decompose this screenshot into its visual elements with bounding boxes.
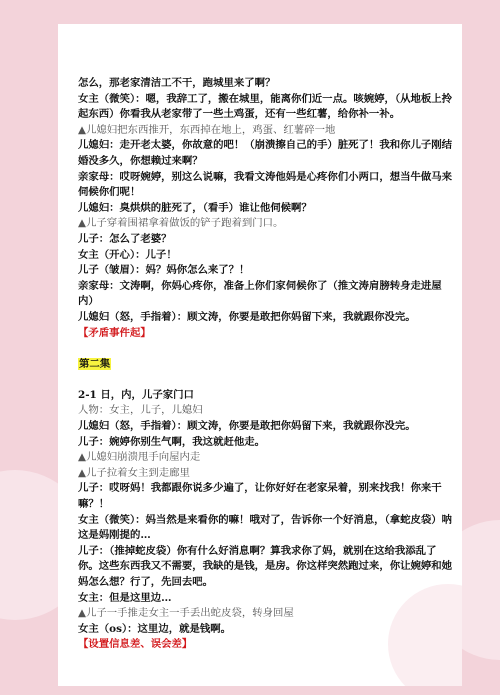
stage-direction: ▲儿子穿着围裙拿着做饭的铲子跑着到门口。 — [78, 217, 284, 230]
episode-heading — [78, 357, 454, 373]
stage-direction: ▲儿子一手推走女主一手丢出蛇皮袋，转身回屋 — [78, 607, 294, 620]
dialogue-line: 儿媳妇（怒，手指着）：顾文涛，你要是敢把你妈留下来，我就跟你没完。 — [78, 310, 416, 323]
document-page — [58, 24, 462, 686]
dialogue-line: 儿子：怎么了老婆？ — [78, 232, 172, 245]
dialogue-line: 女主（微笑）：妈当然是来看你的嘛！哦对了，告诉你一个好消息，（拿蛇皮袋）呐这是妈刚提的… — [78, 513, 453, 542]
plot-note: 【矛盾事件起】 — [78, 326, 151, 339]
dialogue-line: 女主（微笑）：嗯，我辞工了，搬在城里，能离你们近一点。咳婉婷，（从地板上拎起东西）你看我从老家带了一些土鸡蛋，还有一些红薯，给你补一补。 — [78, 92, 453, 121]
dialogue-line: 怎么，那老家清洁工不干，跑城里来了啊？ — [78, 77, 276, 89]
episode-heading-text: 第二集 — [79, 357, 111, 370]
dialogue-line: 女主（os）：这里边，就是钱啊。 — [78, 622, 232, 635]
dialogue-line: 儿媳妇（怒，手指着）：顾文涛，你要是敢把你妈留下来，我就跟你没完。 — [78, 420, 416, 433]
dialogue-line: 儿媳妇：臭烘烘的脏死了，（看手）谁让他伺候啊？ — [78, 201, 312, 214]
dialogue-line: 女主：但是这里边… — [78, 591, 172, 604]
dialogue-line: 亲家母：哎呀婉婷，别这么说嘛，我看文涛他妈是心疼你们小两口，想当牛做马来伺候你们呢！ — [78, 170, 453, 199]
script-text — [78, 76, 454, 653]
dialogue-line: 亲家母：文涛啊，你妈心疼你，准备上你们家伺候你了（推文涛肩膀转身走进屋内） — [78, 279, 442, 308]
stage-direction: ▲儿媳妇崩溃甩手向屋内走 — [78, 451, 201, 464]
dialogue-line: 儿子：（推掉蛇皮袋）你有什么好消息啊？算我求你了妈，就别在这给我添乱了你。这些东西我又不需要，我缺的是钱，是房。你这样突然跑过来，你让婉婷和她妈怎么想？行了，先回去吧。 — [78, 544, 453, 588]
dialogue-line: 儿子：婉婷你别生气啊，我这就赶他走。 — [78, 435, 266, 448]
dialogue-line: 2-1 日，内，儿子家门口 — [78, 388, 194, 401]
line-gap — [78, 372, 454, 388]
dialogue-line: 儿媳妇：走开老太婆，你故意的吧！（崩溃擦自己的手）脏死了！我和你儿子刚结婚没多久，你想赖过来啊？ — [78, 139, 453, 167]
dialogue-line: 儿子：哎呀妈！我都跟你说多少遍了，让你好好在老家呆着，别来找我！你来干嘛？！ — [78, 482, 442, 511]
plot-note: 【设置信息差、误会差】 — [78, 638, 193, 651]
dialogue-line: 儿子（皱眉）：妈？妈你怎么来了？！ — [78, 264, 250, 277]
stage-direction: ▲儿子拉着女主到走廊里 — [78, 466, 190, 479]
dialogue-line: 女主（开心）：儿子！ — [78, 248, 177, 261]
stage-direction: 人物：女主，儿子，儿媳妇 — [78, 404, 203, 417]
stage-direction: ▲儿媳妇把东西推开，东西掉在地上，鸡蛋、红薯碎一地 — [78, 123, 336, 136]
line-gap — [78, 341, 454, 357]
